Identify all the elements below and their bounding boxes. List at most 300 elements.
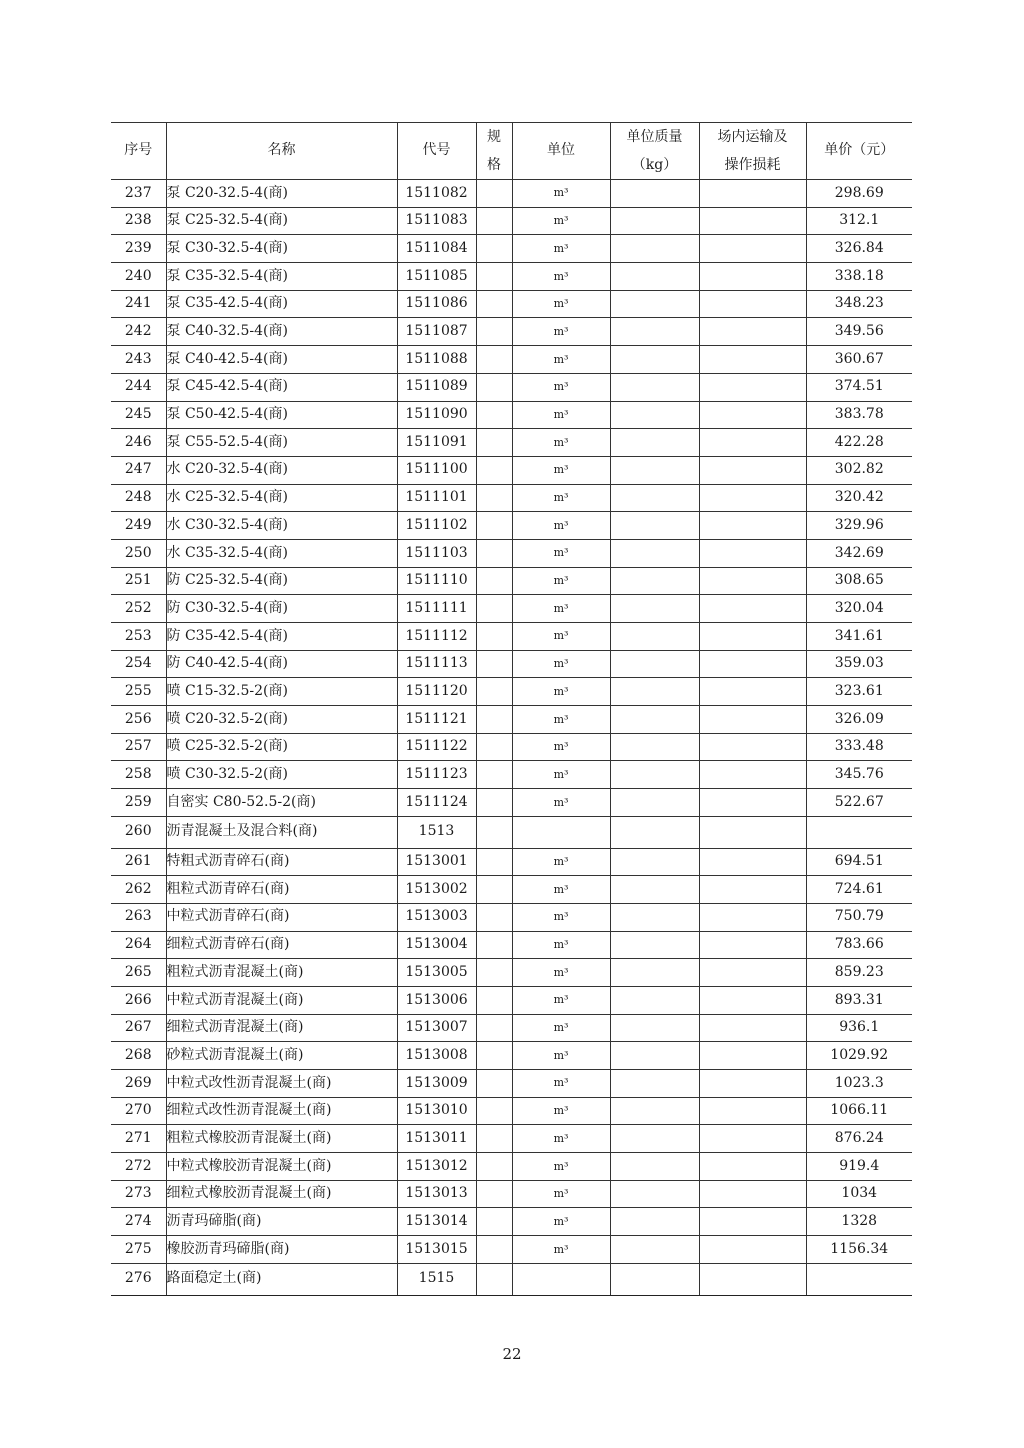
row-index-cell: 272 <box>111 1153 166 1181</box>
row-loss-cell <box>699 733 806 761</box>
row-code-cell: 1511103 <box>397 539 476 567</box>
row-spec-cell <box>476 650 512 678</box>
table-row <box>111 1070 912 1098</box>
row-mass-cell <box>610 1125 699 1153</box>
row-loss-cell <box>699 235 806 263</box>
row-index-cell: 245 <box>111 401 166 429</box>
row-loss-cell <box>699 848 806 876</box>
row-index-cell: 243 <box>111 346 166 374</box>
row-mass-cell <box>610 706 699 734</box>
row-code-cell: 1511089 <box>397 373 476 401</box>
row-spec-cell <box>476 706 512 734</box>
header-mass-line1: 单位质量 <box>626 129 683 145</box>
row-name-cell: 粗粒式沥青碎石(商) <box>166 876 397 904</box>
row-spec-cell <box>476 346 512 374</box>
row-loss-cell <box>699 1070 806 1098</box>
row-loss-cell <box>699 484 806 512</box>
row-loss-cell <box>699 567 806 595</box>
row-unit-cell: m³ <box>512 733 610 761</box>
table-row <box>111 650 912 678</box>
row-spec-cell <box>476 816 512 848</box>
row-name-cell: 防 C30-32.5-4(商) <box>166 595 397 623</box>
row-mass-cell <box>610 1263 699 1295</box>
row-code-cell: 1513011 <box>397 1125 476 1153</box>
row-mass-cell <box>610 650 699 678</box>
row-name-cell: 喷 C20-32.5-2(商) <box>166 706 397 734</box>
row-loss-cell <box>699 346 806 374</box>
row-unit-cell: m³ <box>512 848 610 876</box>
row-index-cell: 259 <box>111 789 166 817</box>
row-loss-cell <box>699 903 806 931</box>
row-mass-cell <box>610 263 699 291</box>
row-loss-cell <box>699 959 806 987</box>
row-spec-cell <box>476 207 512 235</box>
row-index-cell: 248 <box>111 484 166 512</box>
table-row <box>111 959 912 987</box>
row-name-cell: 防 C40-42.5-4(商) <box>166 650 397 678</box>
row-mass-cell <box>610 876 699 904</box>
row-price-cell: 348.23 <box>806 290 912 318</box>
row-spec-cell <box>476 903 512 931</box>
row-unit-cell: m³ <box>512 1208 610 1236</box>
row-mass-cell <box>610 959 699 987</box>
row-index-cell: 270 <box>111 1097 166 1125</box>
row-code-cell: 1511110 <box>397 567 476 595</box>
row-loss-cell <box>699 623 806 651</box>
row-spec-cell <box>476 848 512 876</box>
row-mass-cell <box>610 986 699 1014</box>
row-name-cell: 沥青混凝土及混合料(商) <box>166 816 397 848</box>
row-code-cell: 1511100 <box>397 456 476 484</box>
table-row <box>111 678 912 706</box>
table-row <box>111 1236 912 1264</box>
row-loss-cell <box>699 678 806 706</box>
row-index-cell: 254 <box>111 650 166 678</box>
row-index-cell: 276 <box>111 1263 166 1295</box>
row-name-cell: 砂粒式沥青混凝土(商) <box>166 1042 397 1070</box>
header-loss-line1: 场内运输及 <box>717 129 788 145</box>
row-loss-cell <box>699 706 806 734</box>
table-row <box>111 816 912 848</box>
row-price-cell: 374.51 <box>806 373 912 401</box>
row-loss-cell <box>699 650 806 678</box>
row-name-cell: 中粒式橡胶沥青混凝土(商) <box>166 1153 397 1181</box>
row-loss-cell <box>699 986 806 1014</box>
row-name-cell: 橡胶沥青玛碲脂(商) <box>166 1236 397 1264</box>
row-spec-cell <box>476 1042 512 1070</box>
row-index-cell: 242 <box>111 318 166 346</box>
row-code-cell: 1511088 <box>397 346 476 374</box>
row-name-cell: 细粒式改性沥青混凝土(商) <box>166 1097 397 1125</box>
row-unit-cell: m³ <box>512 318 610 346</box>
row-price-cell: 333.48 <box>806 733 912 761</box>
row-unit-cell: m³ <box>512 876 610 904</box>
row-code-cell: 1513002 <box>397 876 476 904</box>
row-mass-cell <box>610 180 699 208</box>
row-price-cell: 308.65 <box>806 567 912 595</box>
row-mass-cell <box>610 1236 699 1264</box>
row-unit-cell: m³ <box>512 484 610 512</box>
row-unit-cell: m³ <box>512 1180 610 1208</box>
row-unit-cell: m³ <box>512 429 610 457</box>
row-spec-cell <box>476 484 512 512</box>
row-name-cell: 细粒式沥青混凝土(商) <box>166 1014 397 1042</box>
row-price-cell: 1023.3 <box>806 1070 912 1098</box>
row-price-cell: 349.56 <box>806 318 912 346</box>
row-price-cell: 329.96 <box>806 512 912 540</box>
row-name-cell: 防 C25-32.5-4(商) <box>166 567 397 595</box>
row-unit-cell: m³ <box>512 706 610 734</box>
row-price-cell: 338.18 <box>806 263 912 291</box>
row-loss-cell <box>699 1236 806 1264</box>
row-mass-cell <box>610 207 699 235</box>
row-mass-cell <box>610 484 699 512</box>
row-unit-cell: m³ <box>512 1097 610 1125</box>
row-index-cell: 260 <box>111 816 166 848</box>
row-mass-cell <box>610 1097 699 1125</box>
table-row <box>111 1153 912 1181</box>
table-row <box>111 1014 912 1042</box>
row-name-cell: 泵 C20-32.5-4(商) <box>166 180 397 208</box>
row-name-cell: 中粒式改性沥青混凝土(商) <box>166 1070 397 1098</box>
row-price-cell: 750.79 <box>806 903 912 931</box>
row-unit-cell <box>512 1263 610 1295</box>
row-unit-cell: m³ <box>512 678 610 706</box>
row-spec-cell <box>476 1125 512 1153</box>
row-unit-cell: m³ <box>512 931 610 959</box>
page-number: 22 <box>502 1345 522 1363</box>
row-name-cell: 泵 C35-32.5-4(商) <box>166 263 397 291</box>
row-code-cell: 1511124 <box>397 789 476 817</box>
table-row <box>111 263 912 291</box>
row-spec-cell <box>476 761 512 789</box>
row-name-cell: 喷 C30-32.5-2(商) <box>166 761 397 789</box>
table-row <box>111 207 912 235</box>
row-unit-cell: m³ <box>512 567 610 595</box>
row-code-cell: 1513015 <box>397 1236 476 1264</box>
row-index-cell: 251 <box>111 567 166 595</box>
row-loss-cell <box>699 1097 806 1125</box>
row-unit-cell: m³ <box>512 512 610 540</box>
row-index-cell: 263 <box>111 903 166 931</box>
row-price-cell: 312.1 <box>806 207 912 235</box>
row-code-cell: 1511120 <box>397 678 476 706</box>
row-unit-cell: m³ <box>512 1153 610 1181</box>
table-row <box>111 1180 912 1208</box>
row-loss-cell <box>699 318 806 346</box>
table-row <box>111 456 912 484</box>
table-row <box>111 848 912 876</box>
row-code-cell: 1513012 <box>397 1153 476 1181</box>
header-spec-text: 规格 <box>487 129 501 173</box>
row-price-cell: 320.04 <box>806 595 912 623</box>
row-mass-cell <box>610 1070 699 1098</box>
row-unit-cell: m³ <box>512 789 610 817</box>
row-price-cell: 298.69 <box>806 180 912 208</box>
row-index-cell: 247 <box>111 456 166 484</box>
row-loss-cell <box>699 761 806 789</box>
row-code-cell: 1513013 <box>397 1180 476 1208</box>
row-unit-cell: m³ <box>512 401 610 429</box>
row-name-cell: 泵 C40-32.5-4(商) <box>166 318 397 346</box>
row-spec-cell <box>476 567 512 595</box>
row-price-cell: 342.69 <box>806 539 912 567</box>
row-price-cell: 326.09 <box>806 706 912 734</box>
row-unit-cell: m³ <box>512 903 610 931</box>
row-code-cell: 1513014 <box>397 1208 476 1236</box>
row-unit-cell: m³ <box>512 290 610 318</box>
row-loss-cell <box>699 1042 806 1070</box>
row-code-cell: 1511086 <box>397 290 476 318</box>
row-code-cell: 1513007 <box>397 1014 476 1042</box>
row-index-cell: 255 <box>111 678 166 706</box>
table-body <box>111 180 912 1296</box>
row-spec-cell <box>476 876 512 904</box>
row-index-cell: 271 <box>111 1125 166 1153</box>
row-loss-cell <box>699 263 806 291</box>
table-row <box>111 290 912 318</box>
row-spec-cell <box>476 235 512 263</box>
row-spec-cell <box>476 678 512 706</box>
row-name-cell: 泵 C35-42.5-4(商) <box>166 290 397 318</box>
row-code-cell: 1513003 <box>397 903 476 931</box>
header-price: 单价（元） <box>806 123 912 180</box>
row-unit-cell: m³ <box>512 650 610 678</box>
table-row <box>111 318 912 346</box>
row-loss-cell <box>699 207 806 235</box>
row-mass-cell <box>610 1014 699 1042</box>
row-price-cell: 1066.11 <box>806 1097 912 1125</box>
row-mass-cell <box>610 733 699 761</box>
row-index-cell: 273 <box>111 1180 166 1208</box>
table-header <box>111 123 912 180</box>
row-code-cell: 1511082 <box>397 180 476 208</box>
row-code-cell: 1511101 <box>397 484 476 512</box>
row-loss-cell <box>699 373 806 401</box>
table-row <box>111 595 912 623</box>
row-unit-cell: m³ <box>512 346 610 374</box>
row-mass-cell <box>610 678 699 706</box>
row-mass-cell <box>610 931 699 959</box>
row-price-cell: 724.61 <box>806 876 912 904</box>
row-index-cell: 262 <box>111 876 166 904</box>
row-name-cell: 水 C25-32.5-4(商) <box>166 484 397 512</box>
row-unit-cell: m³ <box>512 959 610 987</box>
row-price-cell: 345.76 <box>806 761 912 789</box>
row-unit-cell: m³ <box>512 761 610 789</box>
header-mass-line2: （kg） <box>631 157 678 173</box>
table-row <box>111 180 912 208</box>
row-code-cell: 1511121 <box>397 706 476 734</box>
table-row <box>111 401 912 429</box>
row-unit-cell: m³ <box>512 235 610 263</box>
table-row <box>111 903 912 931</box>
row-mass-cell <box>610 623 699 651</box>
row-mass-cell <box>610 1180 699 1208</box>
row-unit-cell: m³ <box>512 1014 610 1042</box>
row-code-cell: 1513006 <box>397 986 476 1014</box>
table-row <box>111 539 912 567</box>
table-row <box>111 235 912 263</box>
table-row <box>111 429 912 457</box>
row-unit-cell <box>512 816 610 848</box>
row-mass-cell <box>610 816 699 848</box>
row-index-cell: 257 <box>111 733 166 761</box>
row-name-cell: 喷 C25-32.5-2(商) <box>166 733 397 761</box>
row-spec-cell <box>476 180 512 208</box>
row-unit-cell: m³ <box>512 373 610 401</box>
row-loss-cell <box>699 816 806 848</box>
row-mass-cell <box>610 290 699 318</box>
row-mass-cell <box>610 318 699 346</box>
table-row <box>111 1042 912 1070</box>
row-code-cell: 1511113 <box>397 650 476 678</box>
row-mass-cell <box>610 1042 699 1070</box>
row-code-cell: 1511083 <box>397 207 476 235</box>
row-name-cell: 水 C35-32.5-4(商) <box>166 539 397 567</box>
row-spec-cell <box>476 1097 512 1125</box>
header-spec <box>476 123 512 180</box>
row-name-cell: 粗粒式沥青混凝土(商) <box>166 959 397 987</box>
row-spec-cell <box>476 1263 512 1295</box>
row-loss-cell <box>699 180 806 208</box>
row-code-cell: 1511091 <box>397 429 476 457</box>
row-mass-cell <box>610 761 699 789</box>
row-spec-cell <box>476 263 512 291</box>
row-loss-cell <box>699 1153 806 1181</box>
header-index: 序号 <box>111 123 166 180</box>
table-row <box>111 733 912 761</box>
table-row <box>111 373 912 401</box>
row-name-cell: 水 C20-32.5-4(商) <box>166 456 397 484</box>
row-loss-cell <box>699 1180 806 1208</box>
table-row <box>111 789 912 817</box>
row-price-cell: 383.78 <box>806 401 912 429</box>
row-name-cell: 中粒式沥青碎石(商) <box>166 903 397 931</box>
row-index-cell: 264 <box>111 931 166 959</box>
row-code-cell: 1511112 <box>397 623 476 651</box>
row-price-cell: 522.67 <box>806 789 912 817</box>
row-index-cell: 246 <box>111 429 166 457</box>
row-index-cell: 267 <box>111 1014 166 1042</box>
row-price-cell <box>806 1263 912 1295</box>
table-row <box>111 512 912 540</box>
table-row <box>111 761 912 789</box>
row-loss-cell <box>699 539 806 567</box>
table-row <box>111 567 912 595</box>
row-mass-cell <box>610 401 699 429</box>
row-price-cell: 919.4 <box>806 1153 912 1181</box>
row-name-cell: 细粒式橡胶沥青混凝土(商) <box>166 1180 397 1208</box>
row-name-cell: 防 C35-42.5-4(商) <box>166 623 397 651</box>
table-row <box>111 346 912 374</box>
table-row <box>111 623 912 651</box>
row-index-cell: 265 <box>111 959 166 987</box>
row-price-cell: 1034 <box>806 1180 912 1208</box>
table-row <box>111 1125 912 1153</box>
header-loss-line2: 操作损耗 <box>724 157 781 173</box>
row-unit-cell: m³ <box>512 539 610 567</box>
row-spec-cell <box>476 1153 512 1181</box>
row-name-cell: 泵 C30-32.5-4(商) <box>166 235 397 263</box>
row-unit-cell: m³ <box>512 263 610 291</box>
row-price-cell: 1029.92 <box>806 1042 912 1070</box>
row-code-cell: 1511102 <box>397 512 476 540</box>
row-code-cell: 1513001 <box>397 848 476 876</box>
row-index-cell: 266 <box>111 986 166 1014</box>
row-spec-cell <box>476 1014 512 1042</box>
row-loss-cell <box>699 1125 806 1153</box>
row-price-cell: 422.28 <box>806 429 912 457</box>
row-code-cell: 1513009 <box>397 1070 476 1098</box>
row-loss-cell <box>699 595 806 623</box>
row-unit-cell: m³ <box>512 623 610 651</box>
row-index-cell: 261 <box>111 848 166 876</box>
row-spec-cell <box>476 623 512 651</box>
row-loss-cell <box>699 456 806 484</box>
row-name-cell: 泵 C50-42.5-4(商) <box>166 401 397 429</box>
row-name-cell: 泵 C55-52.5-4(商) <box>166 429 397 457</box>
row-name-cell: 泵 C25-32.5-4(商) <box>166 207 397 235</box>
row-spec-cell <box>476 986 512 1014</box>
row-unit-cell: m³ <box>512 180 610 208</box>
row-unit-cell: m³ <box>512 1236 610 1264</box>
row-name-cell: 细粒式沥青碎石(商) <box>166 931 397 959</box>
row-spec-cell <box>476 401 512 429</box>
price-table <box>111 122 912 1296</box>
row-spec-cell <box>476 733 512 761</box>
row-index-cell: 269 <box>111 1070 166 1098</box>
row-price-cell: 783.66 <box>806 931 912 959</box>
row-spec-cell <box>476 539 512 567</box>
row-price-cell: 326.84 <box>806 235 912 263</box>
table-row <box>111 986 912 1014</box>
row-code-cell: 1513010 <box>397 1097 476 1125</box>
header-name: 名称 <box>166 123 397 180</box>
row-code-cell: 1511087 <box>397 318 476 346</box>
row-mass-cell <box>610 848 699 876</box>
table-row <box>111 706 912 734</box>
row-code-cell: 1511111 <box>397 595 476 623</box>
row-spec-cell <box>476 1180 512 1208</box>
row-name-cell: 泵 C45-42.5-4(商) <box>166 373 397 401</box>
row-loss-cell <box>699 429 806 457</box>
row-name-cell: 路面稳定土(商) <box>166 1263 397 1295</box>
row-index-cell: 237 <box>111 180 166 208</box>
row-price-cell: 341.61 <box>806 623 912 651</box>
header-code: 代号 <box>397 123 476 180</box>
row-code-cell: 1513004 <box>397 931 476 959</box>
row-name-cell: 特粗式沥青碎石(商) <box>166 848 397 876</box>
row-index-cell: 253 <box>111 623 166 651</box>
row-index-cell: 249 <box>111 512 166 540</box>
table-row <box>111 1097 912 1125</box>
row-price-cell: 320.42 <box>806 484 912 512</box>
row-code-cell: 1511085 <box>397 263 476 291</box>
row-name-cell: 自密实 C80-52.5-2(商) <box>166 789 397 817</box>
row-unit-cell: m³ <box>512 1125 610 1153</box>
row-index-cell: 252 <box>111 595 166 623</box>
row-spec-cell <box>476 429 512 457</box>
row-spec-cell <box>476 959 512 987</box>
table-row <box>111 1263 912 1295</box>
row-index-cell: 241 <box>111 290 166 318</box>
row-loss-cell <box>699 876 806 904</box>
header-loss <box>699 123 806 180</box>
row-name-cell: 沥青玛碲脂(商) <box>166 1208 397 1236</box>
row-index-cell: 250 <box>111 539 166 567</box>
header-row <box>111 123 912 180</box>
